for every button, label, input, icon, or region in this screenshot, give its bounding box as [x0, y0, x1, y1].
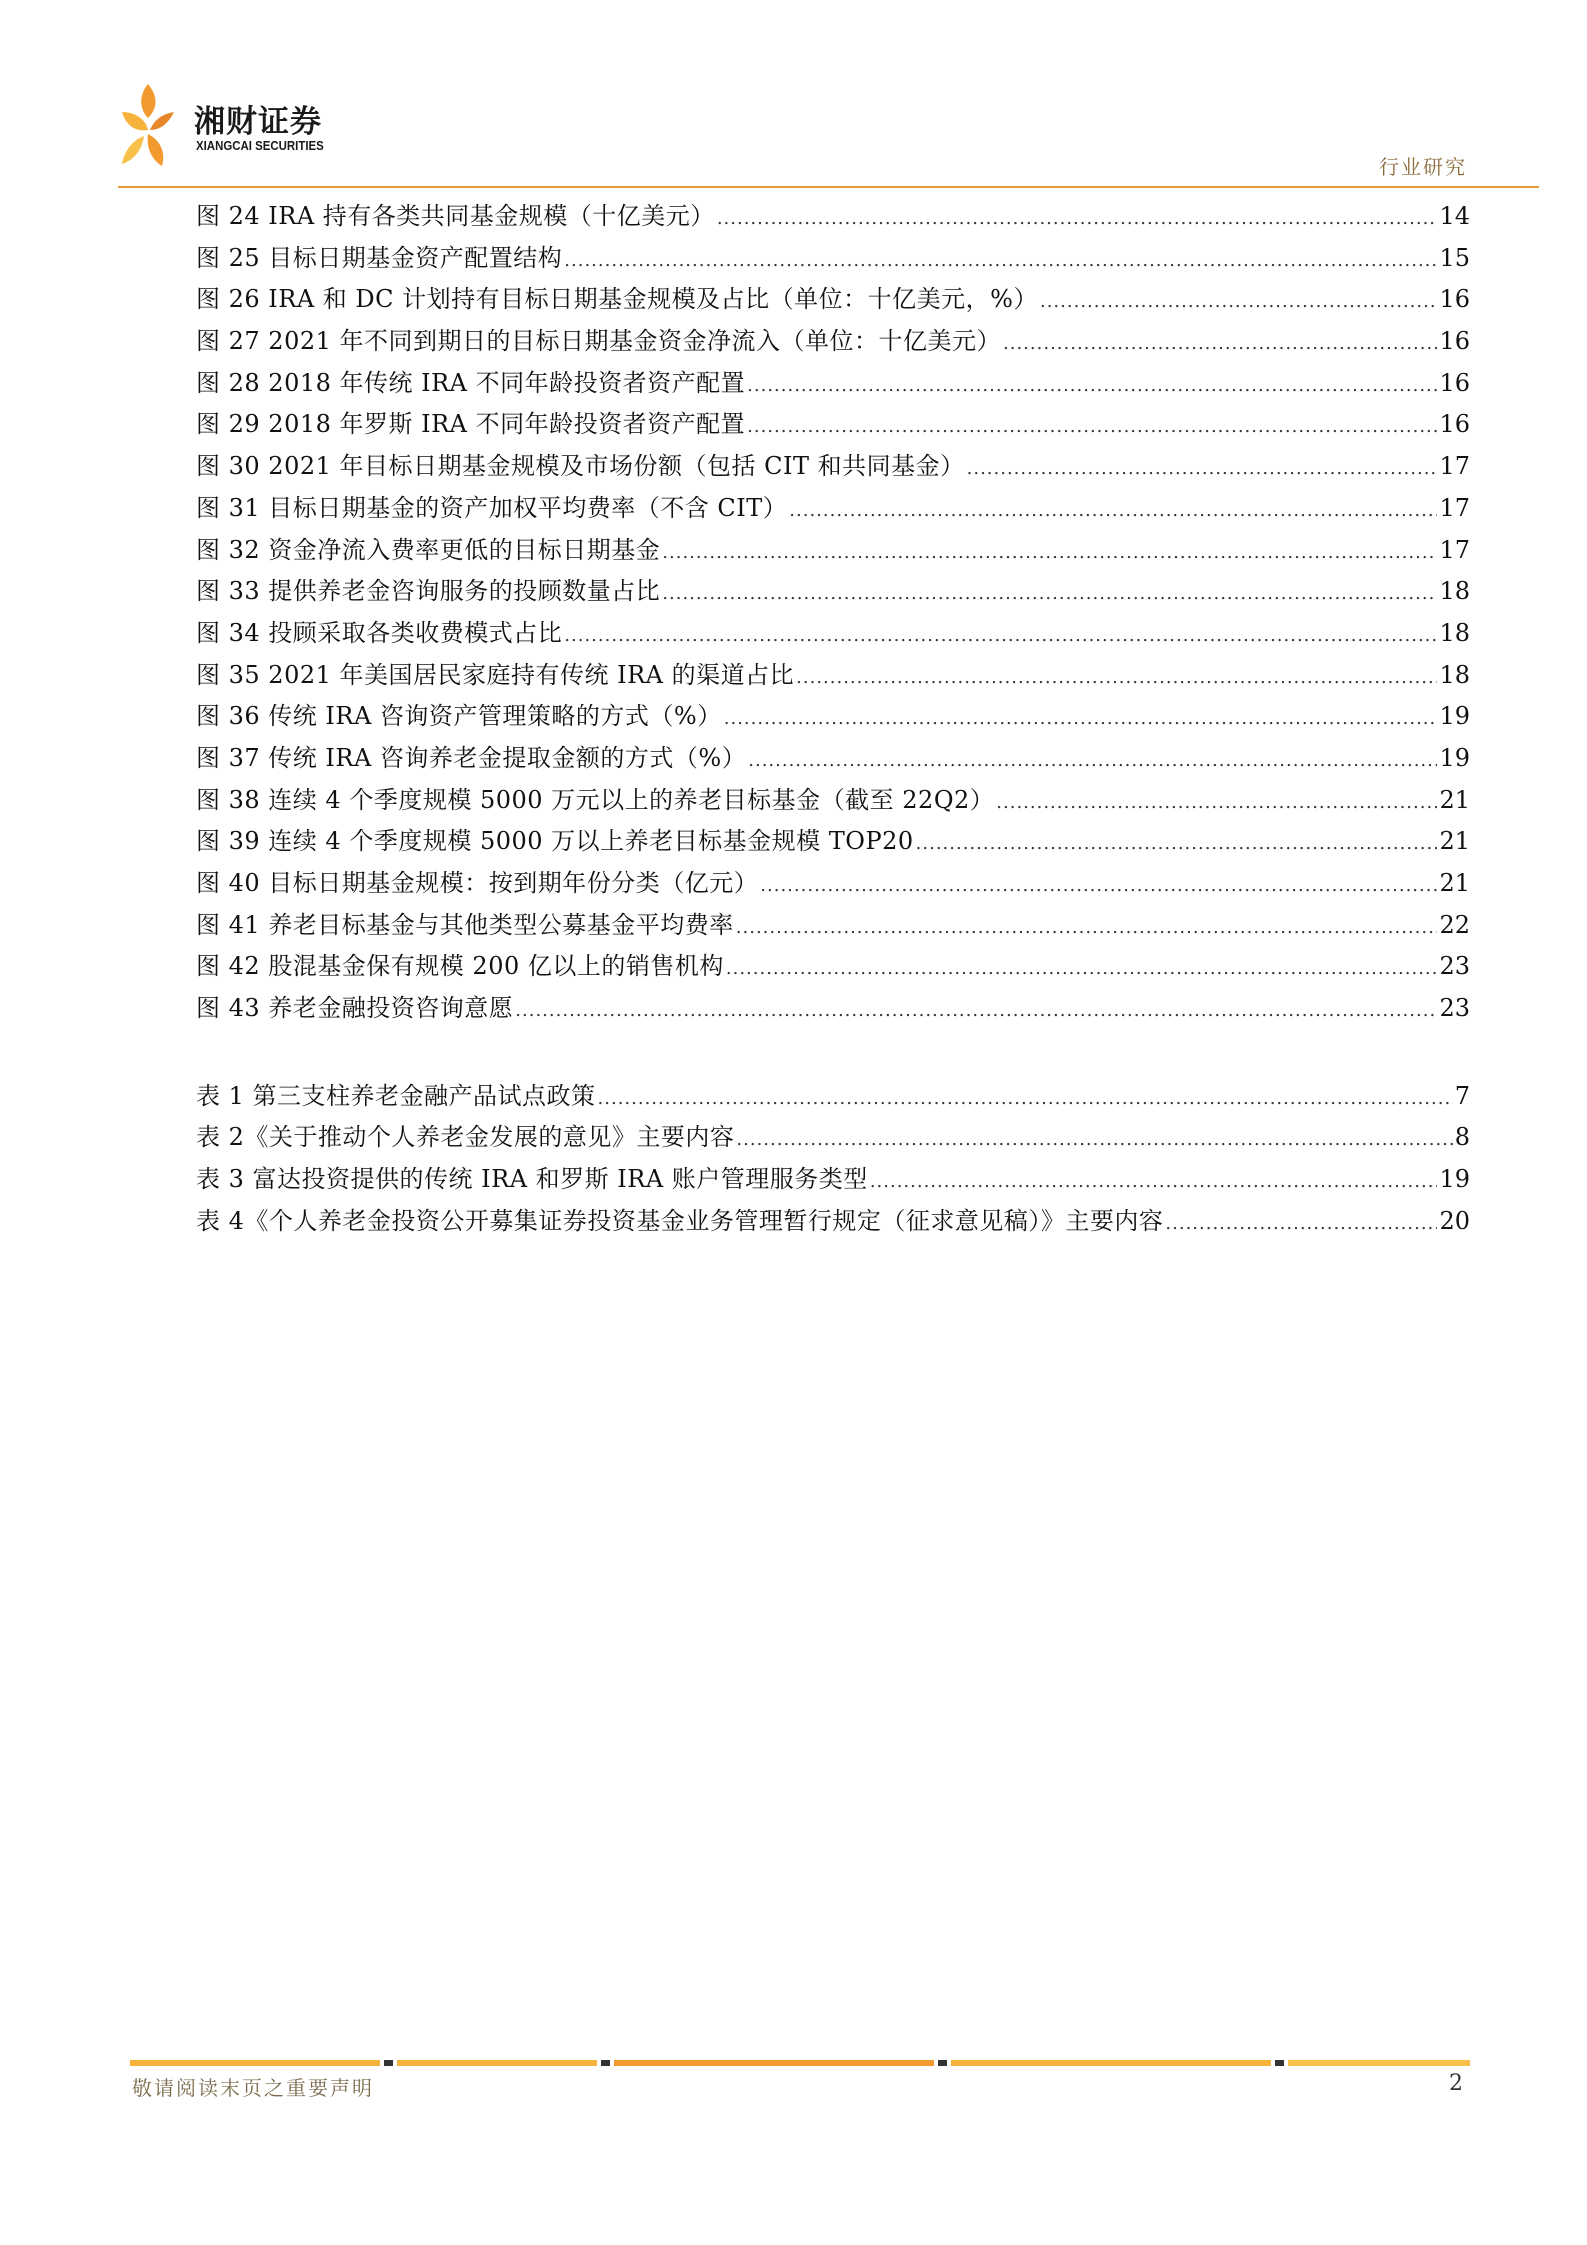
- toc-leader-dots: [1165, 1203, 1437, 1245]
- toc-entry-title: 图 38 连续 4 个季度规模 5000 万元以上的养老目标基金（截至 22Q2）: [196, 785, 995, 814]
- toc-entry-title: 表 4《个人养老金投资公开募集证券投资基金业务管理暂行规定（征求意见稿）》主要内容: [196, 1206, 1164, 1235]
- toc-entry-page: 17: [1439, 493, 1470, 522]
- toc-entry-title: 表 3 富达投资提供的传统 IRA 和罗斯 IRA 账户管理服务类型: [196, 1165, 868, 1194]
- toc-entry[interactable]: [196, 905, 1470, 947]
- toc-leader-dots: [747, 365, 1437, 407]
- toc-leader-dots: [870, 1161, 1438, 1203]
- toc-entry[interactable]: [196, 446, 1470, 488]
- brand-name-en: XIANGCAI SECURITIES: [196, 138, 324, 153]
- toc-leader-dots: [564, 615, 1437, 657]
- toc-entry-title: 图 28 2018 年传统 IRA 不同年龄投资者资产配置: [196, 368, 746, 397]
- toc-entry[interactable]: [196, 1159, 1470, 1201]
- page-number: 2: [1449, 2071, 1463, 2096]
- toc-entry-page: 21: [1439, 785, 1470, 814]
- toc-leader-dots: [717, 198, 1438, 240]
- brand-logo: [118, 82, 348, 178]
- toc-entry[interactable]: [196, 946, 1470, 988]
- toc-leader-dots: [1003, 323, 1437, 365]
- toc-entry-page: 7: [1454, 1081, 1470, 1110]
- toc-entry-page: 14: [1439, 202, 1470, 230]
- toc-entry-page: 16: [1439, 285, 1470, 314]
- toc-entry[interactable]: [196, 863, 1470, 905]
- toc-entry-page: 19: [1439, 1165, 1470, 1194]
- toc-entry-title: 图 37 传统 IRA 咨询养老金提取金额的方式（%）: [196, 743, 747, 772]
- toc-entry-title: 表 1 第三支柱养老金融产品试点政策: [196, 1081, 596, 1110]
- disclaimer-note: 敬请阅读末页之重要声明: [132, 2076, 374, 2100]
- toc-entry-title: 图 24 IRA 持有各类共同基金规模（十亿美元）: [196, 202, 715, 230]
- brand-name-cn: 湘财证券: [194, 104, 322, 140]
- toc-entry-title: 图 36 传统 IRA 咨询资产管理策略的方式（%）: [196, 702, 722, 731]
- toc-entry[interactable]: [196, 279, 1470, 321]
- toc-entry[interactable]: [196, 821, 1470, 863]
- toc-entry[interactable]: [196, 988, 1470, 1030]
- toc-entry-page: 18: [1439, 577, 1470, 606]
- toc-entry[interactable]: [196, 488, 1470, 530]
- toc-leader-dots: [748, 740, 1437, 782]
- toc-entry-title: 图 39 连续 4 个季度规模 5000 万以上养老目标基金规模 TOP20: [196, 827, 914, 856]
- list-gap: [196, 1030, 1470, 1076]
- toc-entry-title: 图 26 IRA 和 DC 计划持有目标日期基金规模及占比（单位：十亿美元，%）: [196, 285, 1038, 314]
- toc-entry[interactable]: [196, 780, 1470, 822]
- toc-entry[interactable]: [196, 1076, 1470, 1118]
- toc-leader-dots: [515, 990, 1437, 1032]
- xiangcai-logo-icon: [118, 82, 188, 178]
- toc-entry-title: 图 27 2021 年不同到期日的目标日期基金资金净流入（单位：十亿美元）: [196, 327, 1002, 356]
- toc-leader-dots: [747, 406, 1437, 448]
- table-list: [196, 1076, 1470, 1243]
- toc-entry-title: 图 34 投顾采取各类收费模式占比: [196, 618, 563, 647]
- toc-leader-dots: [789, 490, 1437, 532]
- toc-leader-dots: [736, 907, 1438, 949]
- table-of-contents: [196, 196, 1470, 1243]
- toc-entry[interactable]: [196, 571, 1470, 613]
- toc-entry[interactable]: [196, 530, 1470, 572]
- toc-leader-dots: [662, 573, 1437, 615]
- toc-entry-title: 图 29 2018 年罗斯 IRA 不同年龄投资者资产配置: [196, 410, 746, 439]
- footer-stripe-bar: [130, 2060, 1470, 2066]
- toc-entry[interactable]: [196, 363, 1470, 405]
- report-section-label: 行业研究: [1379, 155, 1467, 179]
- toc-entry-page: 15: [1439, 243, 1470, 272]
- toc-entry-title: 图 41 养老目标基金与其他类型公募基金平均费率: [196, 910, 734, 939]
- toc-entry[interactable]: [196, 738, 1470, 780]
- toc-entry-page: 17: [1439, 452, 1470, 481]
- toc-entry[interactable]: [196, 321, 1470, 363]
- toc-entry-page: 23: [1439, 952, 1470, 981]
- toc-leader-dots: [598, 1078, 1453, 1120]
- toc-entry-page: 23: [1439, 994, 1470, 1023]
- toc-entry[interactable]: [196, 696, 1470, 738]
- toc-entry-page: 21: [1439, 869, 1470, 897]
- toc-entry-page: 17: [1439, 535, 1470, 564]
- toc-entry-title: 图 33 提供养老金咨询服务的投顾数量占比: [196, 577, 661, 606]
- toc-entry-title: 表 2《关于推动个人养老金发展的意见》主要内容: [196, 1123, 735, 1152]
- toc-entry-title: 图 32 资金净流入费率更低的目标日期基金: [196, 535, 661, 564]
- header-divider: [118, 186, 1539, 188]
- toc-leader-dots: [916, 823, 1438, 865]
- toc-entry-page: 18: [1439, 660, 1470, 689]
- toc-leader-dots: [967, 448, 1438, 490]
- toc-entry-page: 18: [1439, 618, 1470, 647]
- toc-entry-page: 8: [1454, 1123, 1470, 1152]
- toc-entry-page: 16: [1439, 327, 1470, 356]
- toc-leader-dots: [726, 948, 1438, 990]
- toc-entry[interactable]: [196, 196, 1470, 238]
- toc-entry[interactable]: [196, 404, 1470, 446]
- toc-entry[interactable]: [196, 1201, 1470, 1243]
- toc-entry-page: 22: [1439, 910, 1470, 939]
- toc-entry[interactable]: [196, 238, 1470, 280]
- toc-entry-title: 图 40 目标日期基金规模：按到期年份分类（亿元）: [196, 869, 759, 897]
- toc-leader-dots: [796, 657, 1437, 699]
- toc-entry-page: 16: [1439, 368, 1470, 397]
- toc-entry-title: 图 25 目标日期基金资产配置结构: [196, 243, 563, 272]
- toc-leader-dots: [724, 698, 1438, 740]
- toc-entry-page: 21: [1439, 827, 1470, 856]
- toc-entry[interactable]: [196, 655, 1470, 697]
- toc-entry-page: 20: [1439, 1206, 1470, 1235]
- figure-list: [196, 196, 1470, 1030]
- toc-entry-title: 图 31 目标日期基金的资产加权平均费率（不含 CIT）: [196, 493, 788, 522]
- toc-entry[interactable]: [196, 1117, 1470, 1159]
- toc-entry-page: 16: [1439, 410, 1470, 439]
- toc-leader-dots: [736, 1119, 1452, 1161]
- toc-entry-title: 图 43 养老金融投资咨询意愿: [196, 994, 514, 1023]
- toc-leader-dots: [760, 865, 1437, 907]
- toc-leader-dots: [996, 782, 1437, 824]
- toc-leader-dots: [564, 240, 1437, 282]
- toc-entry-title: 图 35 2021 年美国居民家庭持有传统 IRA 的渠道占比: [196, 660, 795, 689]
- toc-entry-page: 19: [1439, 743, 1470, 772]
- toc-entry-page: 19: [1439, 702, 1470, 731]
- toc-leader-dots: [1040, 281, 1437, 323]
- toc-entry[interactable]: [196, 613, 1470, 655]
- toc-leader-dots: [662, 532, 1437, 574]
- toc-entry-title: 图 30 2021 年目标日期基金规模及市场份额（包括 CIT 和共同基金）: [196, 452, 965, 481]
- toc-entry-title: 图 42 股混基金保有规模 200 亿以上的销售机构: [196, 952, 724, 981]
